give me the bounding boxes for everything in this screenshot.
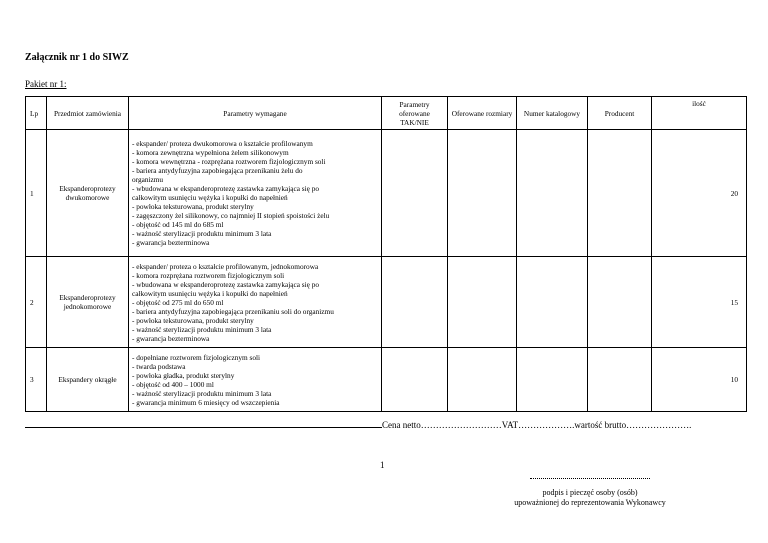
- param-line: - gwarancja bezterminowa: [132, 333, 210, 343]
- header-offered-sizes: Oferowane rozmiary: [448, 97, 517, 130]
- row-quantity: 15: [652, 257, 747, 348]
- row-producer[interactable]: [588, 348, 652, 412]
- param-line: - wbudowana w ekspanderoprotezę zastawka zamykająca się po: [132, 184, 320, 193]
- page-number: 1: [380, 460, 385, 470]
- price-summary-line: Cena netto………………………VAT……………….wartość brutto………………….: [382, 420, 692, 430]
- document-title: Załącznik nr 1 do SIWZ: [25, 52, 129, 63]
- param-line: - ekspander/ proteza o kształcie profilowanym, jednokomorowa: [132, 261, 319, 271]
- row-offered-sizes[interactable]: [448, 257, 517, 348]
- package-label: Pakiet nr 1:: [25, 79, 67, 89]
- param-line: - objętość od 145 ml do 685 ml: [132, 220, 224, 229]
- param-line: - gwarancja minimum 6 miesięcy od wszczepienia: [132, 397, 280, 407]
- param-line: - komora rozprężana roztworem fizjologicznym soli: [132, 270, 285, 280]
- row-params-offered[interactable]: [382, 348, 448, 412]
- param-line: - ważność sterylizacji produktu minimum 3 lata: [132, 229, 272, 238]
- header-lp: Lp: [26, 97, 47, 130]
- row-catalog-number[interactable]: [517, 130, 588, 257]
- row-product-name: Ekspanderoprotezy dwukomorowe: [47, 130, 129, 257]
- header-producer: Producent: [588, 97, 652, 130]
- table-row: [26, 257, 747, 348]
- footer-underline: [25, 427, 382, 428]
- param-line: - ważność sterylizacji produktu minimum 3 lata: [132, 324, 272, 334]
- table-row: [26, 130, 747, 257]
- param-line: - powłoka teksturowana, produkt sterylny: [132, 315, 254, 325]
- row-params-offered[interactable]: [382, 130, 448, 257]
- row-product-name: Ekspandery okrągłe: [47, 348, 129, 412]
- param-line: - ekspander/ proteza dwukomorowa o kształcie profilowanym: [132, 139, 313, 148]
- param-line: całkowitym usunięciu wężyka i kopułki do napełnień: [132, 288, 288, 298]
- param-line: - komora zewnętrzna wypełniona żelem silikonowym: [132, 148, 289, 157]
- row-lp: 2: [26, 257, 47, 348]
- param-line: - dopełniane roztworem fizjologicznym soli: [132, 352, 261, 362]
- row-lp: 1: [26, 130, 47, 257]
- param-line: - zagęszczony żel silikonowy, co najmniej II stopień spoistości żelu: [132, 211, 330, 220]
- param-line: organizmu: [132, 175, 164, 184]
- specification-table: [25, 96, 747, 412]
- table-row: [26, 348, 747, 412]
- header-params-required: Parametry wymagane: [129, 97, 382, 130]
- param-line: - bariera antydyfuzyjna zapobiegająca przenikaniu żelu do: [132, 166, 303, 175]
- signature-caption-line-1: podpis i pieczęć osoby (osób): [542, 488, 638, 497]
- row-params-offered[interactable]: [382, 257, 448, 348]
- header-subject: Przedmiot zamówienia: [47, 97, 129, 130]
- header-params-offered: Parametry oferowane TAK/NIE: [382, 97, 448, 130]
- signature-caption: [495, 488, 685, 508]
- param-line: - objętość od 400 – 1000 ml: [132, 379, 214, 389]
- row-params: [129, 348, 382, 412]
- param-line: całkowitym usunięciu wężyka i kopułki do napełnień: [132, 193, 288, 202]
- param-line: - powłoka teksturowana, produkt sterylny: [132, 202, 254, 211]
- param-line: - wbudowana w ekspanderoprotezę zastawka zamykająca się po: [132, 279, 320, 289]
- row-lp: 3: [26, 348, 47, 412]
- row-catalog-number[interactable]: [517, 348, 588, 412]
- param-line: - ważność sterylizacji produktu minimum 3 lata: [132, 388, 272, 398]
- param-line: - powłoka gładka, produkt sterylny: [132, 370, 235, 380]
- row-params: [129, 130, 382, 257]
- param-line: - twarda podstawa: [132, 361, 186, 371]
- param-line: - objętość od 275 ml do 650 ml: [132, 297, 224, 307]
- row-offered-sizes[interactable]: [448, 130, 517, 257]
- row-producer[interactable]: [588, 130, 652, 257]
- row-offered-sizes[interactable]: [448, 348, 517, 412]
- param-line: - bariera antydyfuzyjna zapobiegająca przenikaniu soli do organizmu: [132, 306, 334, 316]
- row-quantity: 20: [652, 130, 747, 257]
- header-quantity: ilość: [652, 97, 747, 130]
- signature-caption-line-2: upoważnionej do reprezentowania Wykonawcy: [514, 498, 666, 507]
- table-header-row: [26, 97, 747, 130]
- row-params: [129, 257, 382, 348]
- param-line: - gwarancja bezterminowa: [132, 238, 210, 247]
- row-producer[interactable]: [588, 257, 652, 348]
- header-catalog-number: Numer katalogowy: [517, 97, 588, 130]
- signature-dotted-line: [530, 478, 650, 479]
- row-catalog-number[interactable]: [517, 257, 588, 348]
- param-line: - komora wewnętrzna - rozprężana roztworem fizjologicznym soli: [132, 157, 326, 166]
- row-product-name: Ekspanderoprotezy jednokomorowe: [47, 257, 129, 348]
- row-quantity: 10: [652, 348, 747, 412]
